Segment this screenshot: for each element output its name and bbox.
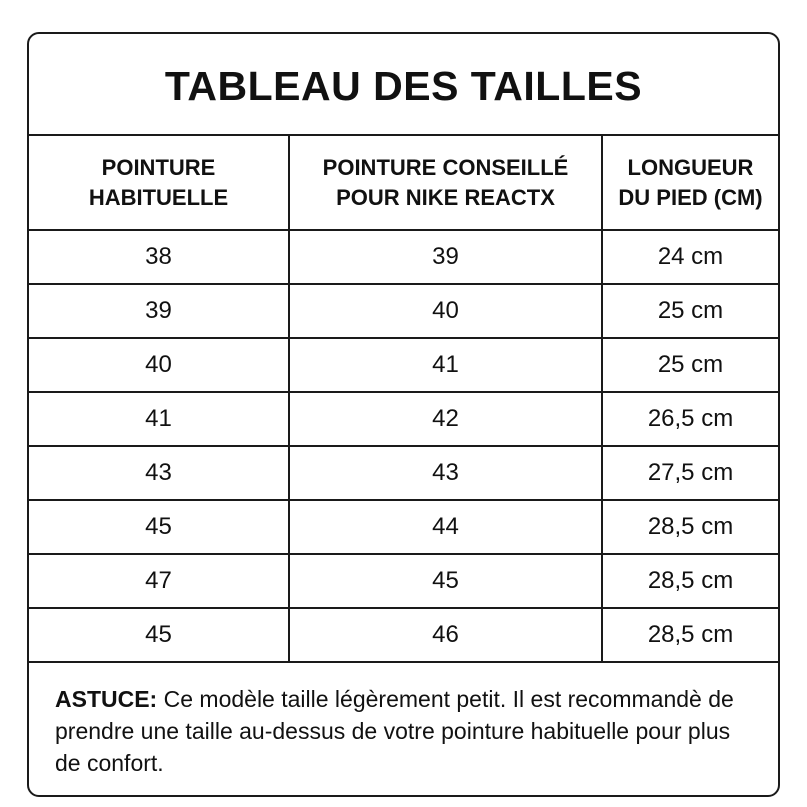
- column-header-recommended-size: POINTURE CONSEILLÉ POUR NIKE REACTX: [289, 136, 602, 230]
- table-row: [29, 338, 778, 392]
- column-header-foot-length: LONGUEUR DU PIED (CM): [602, 136, 778, 230]
- table-header-row: [29, 136, 778, 230]
- page-title: TABLEAU DES TAILLES: [29, 34, 778, 136]
- cell-usual-size: 43: [29, 446, 289, 500]
- cell-foot-length: 28,5 cm: [602, 500, 778, 554]
- tip-text: Ce modèle taille légèrement petit. Il est recommandè de prendre une taille au-dessus de votre pointure habituelle pour plus de confort.: [55, 686, 734, 776]
- cell-usual-size: 45: [29, 608, 289, 662]
- cell-recommended-size: 45: [289, 554, 602, 608]
- table-row: [29, 608, 778, 662]
- table-row: [29, 446, 778, 500]
- cell-usual-size: 40: [29, 338, 289, 392]
- cell-foot-length: 25 cm: [602, 338, 778, 392]
- tip-note: [29, 663, 778, 779]
- table-row: [29, 230, 778, 284]
- cell-recommended-size: 46: [289, 608, 602, 662]
- table-row: [29, 284, 778, 338]
- size-chart-card: [27, 32, 780, 797]
- cell-usual-size: 38: [29, 230, 289, 284]
- cell-foot-length: 24 cm: [602, 230, 778, 284]
- cell-foot-length: 28,5 cm: [602, 608, 778, 662]
- table-row: [29, 500, 778, 554]
- cell-foot-length: 27,5 cm: [602, 446, 778, 500]
- cell-recommended-size: 41: [289, 338, 602, 392]
- cell-recommended-size: 43: [289, 446, 602, 500]
- tip-label: ASTUCE:: [55, 686, 158, 712]
- cell-usual-size: 41: [29, 392, 289, 446]
- cell-usual-size: 45: [29, 500, 289, 554]
- size-table: [29, 136, 778, 663]
- table-row: [29, 554, 778, 608]
- cell-recommended-size: 39: [289, 230, 602, 284]
- cell-recommended-size: 44: [289, 500, 602, 554]
- column-header-usual-size: POINTURE HABITUELLE: [29, 136, 289, 230]
- cell-usual-size: 39: [29, 284, 289, 338]
- cell-usual-size: 47: [29, 554, 289, 608]
- cell-recommended-size: 42: [289, 392, 602, 446]
- cell-foot-length: 26,5 cm: [602, 392, 778, 446]
- cell-foot-length: 28,5 cm: [602, 554, 778, 608]
- table-row: [29, 392, 778, 446]
- cell-foot-length: 25 cm: [602, 284, 778, 338]
- cell-recommended-size: 40: [289, 284, 602, 338]
